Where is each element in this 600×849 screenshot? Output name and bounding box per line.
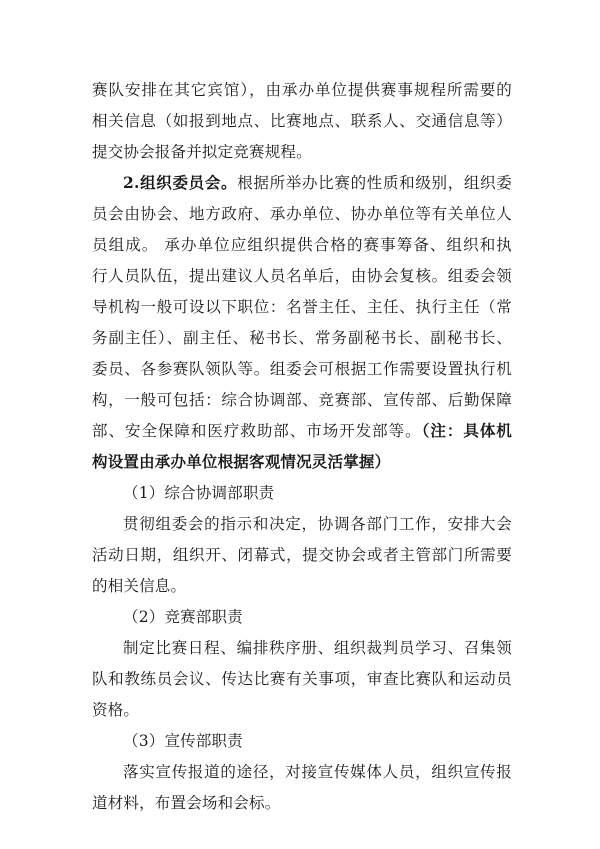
subsection-3-heading: （3）宣传部职责 — [123, 732, 243, 750]
paragraph-line: 员组成。 承办单位应组织提供合格的赛事筹备、组织和执 — [92, 236, 512, 254]
subsection-2-heading: （2）竞赛部职责 — [123, 608, 243, 626]
note-text: （注：具体机 — [421, 421, 512, 440]
paragraph-line: 构，一般可包括：综合协调部、竞赛部、宣传部、后勤保障 — [92, 391, 512, 409]
paragraph-line: 队和教练员会议、传达比赛有关事项，审查比赛队和运动员 — [92, 670, 512, 688]
paragraph-line: 落实宣传报道的途径，对接宣传媒体人员，组织宣传报 — [123, 763, 512, 781]
paragraph-line: 贯彻组委会的指示和决定，协调各部门工作，安排大会 — [123, 515, 512, 533]
subsection-1-heading: （1）综合协调部职责 — [123, 484, 275, 502]
paragraph-line: 导机构一般可设以下职位：名誉主任、主任、执行主任（常 — [92, 298, 512, 316]
section-2-text: 部、安全保障和医疗救助部、市场开发部等。 — [92, 422, 422, 440]
section-2-first-line — [92, 173, 512, 193]
paragraph-line: 的相关信息。 — [92, 577, 187, 595]
paragraph-line: 行人员队伍，提出建议人员名单后，由协会复核。组委会领 — [92, 267, 512, 285]
section-2-text: 根据所举办比赛的性质和级别，组织委 — [237, 174, 512, 192]
paragraph-line: 赛队安排在其它宾馆），由承办单位提供赛事规程所需要的 — [92, 81, 512, 99]
paragraph-line: 务副主任）、副主任、秘书长、常务副秘书长、副秘书长、 — [92, 329, 512, 347]
paragraph-line-with-note — [92, 421, 512, 441]
paragraph-line: 员会由协会、地方政府、承办单位、协办单位等有关单位人 — [92, 205, 512, 223]
paragraph-line: 相关信息（如报到地点、比赛地点、联系人、交通信息等） — [92, 112, 512, 130]
paragraph-line: 提交协会报备并拟定竞赛规程。 — [92, 143, 312, 161]
section-2-heading: 2.组织委员会。 — [123, 173, 238, 192]
paragraph-line: 资格。 — [92, 701, 140, 719]
note-text: 构设置由承办单位根据客观情况灵活掌握） — [92, 452, 391, 471]
paragraph-line: 制定比赛日程、编排秩序册、组织裁判员学习、召集领 — [123, 639, 512, 657]
paragraph-line: 委员、各参赛队领队等。组委会可根据工作需要设置执行机 — [92, 360, 512, 378]
paragraph-line: 道材料，布置会场和会标。 — [92, 794, 281, 812]
paragraph-line: 活动日期，组织开、闭幕式，提交协会或者主管部门所需要 — [92, 546, 512, 564]
